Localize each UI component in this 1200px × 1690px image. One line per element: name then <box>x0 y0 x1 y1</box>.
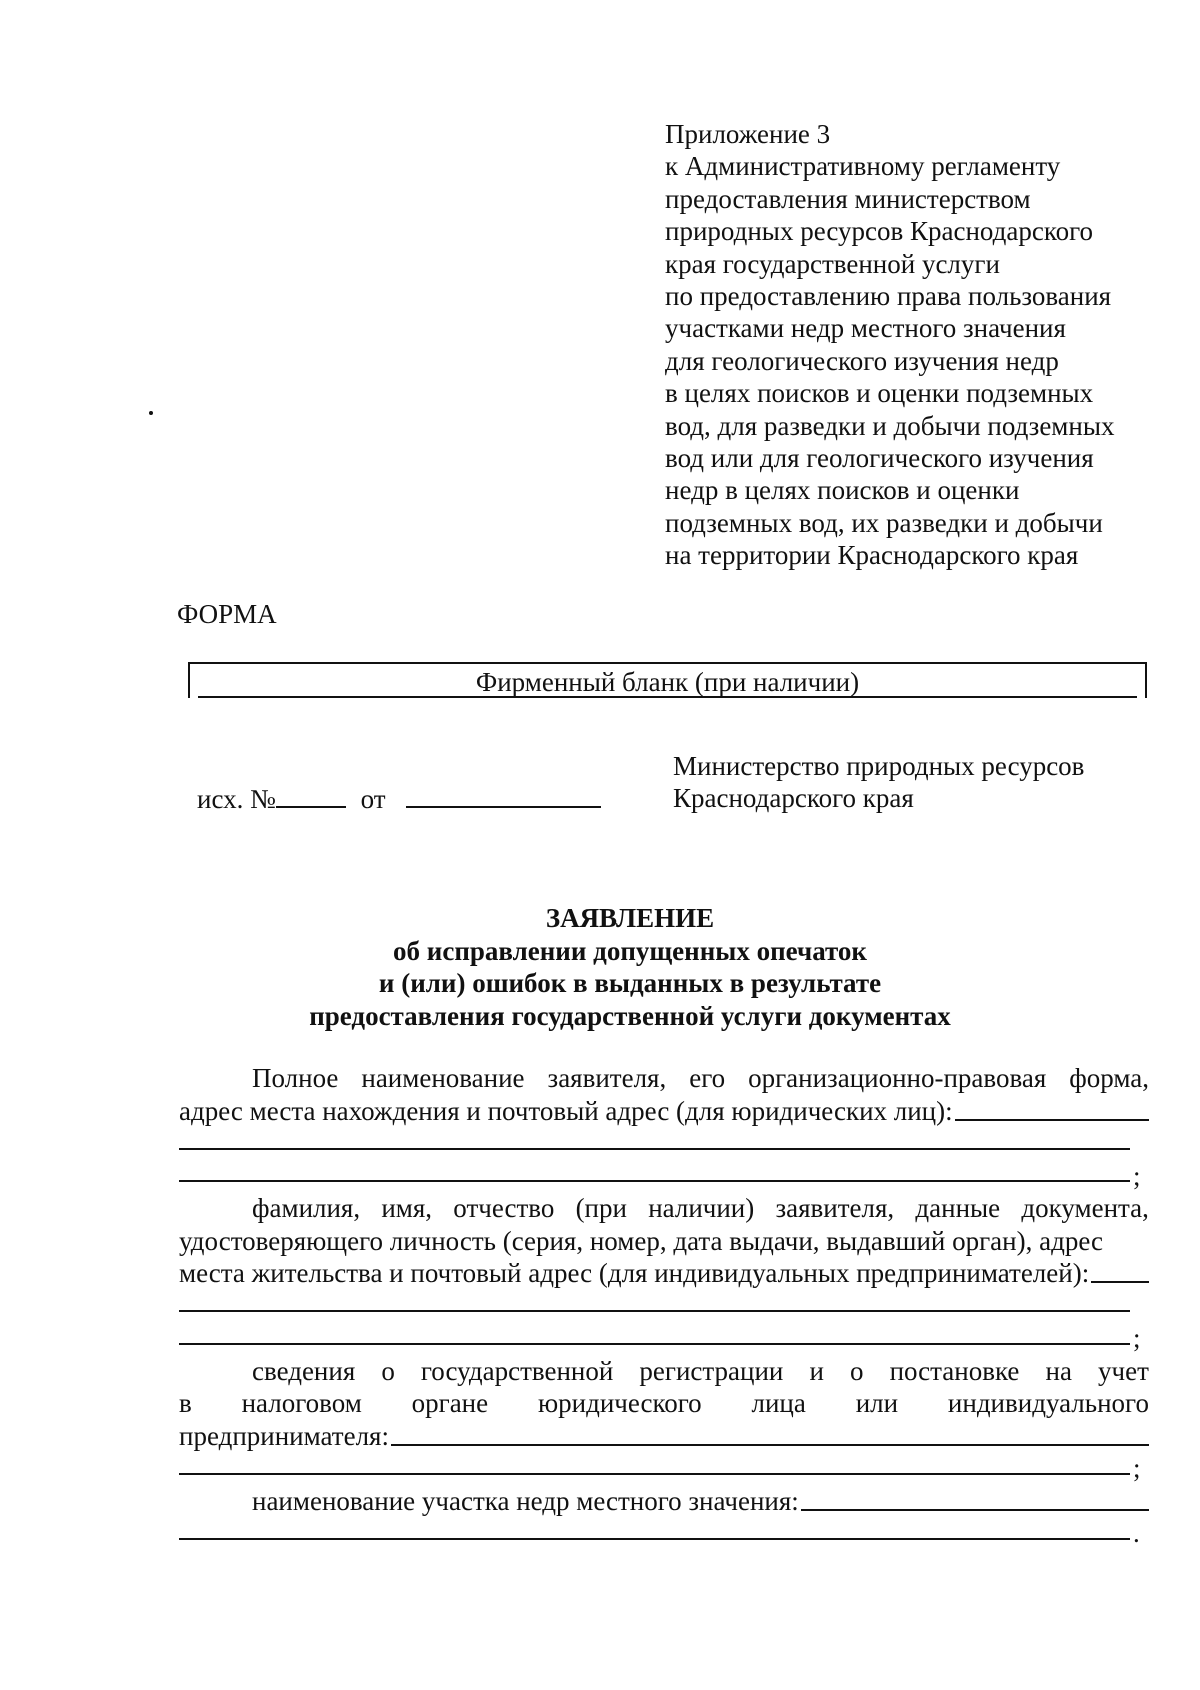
legal-blank-line[interactable] <box>179 1160 1149 1193</box>
word: заявителя, <box>775 1193 895 1223</box>
appendix-line: предоставления министерством <box>665 183 1031 214</box>
legal-address-field[interactable] <box>955 1095 1149 1121</box>
registration-line-1 <box>179 1355 1149 1388</box>
registration-blank-line[interactable] <box>179 1452 1149 1485</box>
registration-line-2 <box>179 1387 1149 1420</box>
period: . <box>1133 1518 1140 1548</box>
outgoing-date-label: от <box>360 784 386 814</box>
subsoil-field[interactable] <box>801 1485 1149 1511</box>
word: организационно-правовая <box>748 1063 1047 1093</box>
appendix-line: природных ресурсов Краснодарского <box>665 216 1093 247</box>
outgoing-reference <box>197 782 601 815</box>
appendix-line: участками недр местного значения <box>665 313 1066 344</box>
addressee-line: Краснодарского края <box>673 783 914 813</box>
word: наименование <box>361 1063 525 1093</box>
word: фамилия, <box>252 1193 361 1223</box>
appendix-line: вод, для разведки и добычи подземных <box>665 410 1115 441</box>
word: юридического <box>537 1388 702 1418</box>
appendix-line: подземных вод, их разведки и добычи <box>665 507 1103 538</box>
legal-blank-line[interactable] <box>179 1127 1149 1160</box>
registration-field[interactable] <box>391 1420 1149 1446</box>
appendix-line: недр в целях поисков и оценки <box>665 475 1020 506</box>
outgoing-number-label: исх. № <box>197 784 276 814</box>
word: заявителя, <box>547 1063 667 1093</box>
word: регистрации <box>639 1355 784 1386</box>
addressee-line: Министерство природных ресурсов <box>673 751 1085 781</box>
word: или <box>855 1388 899 1418</box>
word: сведения <box>252 1355 356 1386</box>
semicolon: ; <box>1133 1160 1141 1191</box>
legal-address-label: адрес места нахождения и почтовый адрес (для юридических лиц): <box>179 1095 953 1126</box>
appendix-line: для геологического изучения недр <box>665 345 1059 376</box>
subsoil-section <box>179 1485 1149 1550</box>
word: форма, <box>1069 1063 1149 1093</box>
form-body <box>179 1062 1149 1550</box>
letterhead-caption: Фирменный бланк (при наличии) <box>475 667 860 697</box>
word: о <box>849 1355 864 1386</box>
individual-address-field[interactable] <box>1091 1257 1149 1283</box>
title-subline: предоставления государственной услуги документах <box>309 1000 951 1031</box>
appendix-line: вод или для геологического изучения <box>665 443 1094 474</box>
word: на <box>1045 1355 1072 1386</box>
individual-line-1 <box>179 1192 1149 1225</box>
semicolon: ; <box>1133 1323 1141 1353</box>
form-label: ФОРМА <box>177 599 277 629</box>
word: документа, <box>1021 1193 1149 1223</box>
word: учет <box>1098 1355 1149 1386</box>
document-title <box>200 902 1060 1032</box>
word: налоговом <box>241 1388 362 1418</box>
word: о <box>381 1355 395 1386</box>
title-subline: об исправлении допущенных опечаток <box>393 935 867 966</box>
outgoing-date-field[interactable] <box>406 782 601 808</box>
individual-text: удостоверяющего личность (серия, номер, дата выдачи, выдавший орган), адрес <box>179 1225 1103 1256</box>
registration-label: предпринимателя: <box>179 1420 389 1451</box>
legal-entity-section <box>179 1062 1149 1192</box>
addressee <box>673 750 1084 814</box>
registration-section <box>179 1355 1149 1485</box>
letterhead-box <box>188 662 1147 698</box>
word: наличии) <box>648 1193 755 1223</box>
word: в <box>179 1388 192 1418</box>
title-main: ЗАЯВЛЕНИЕ <box>545 903 715 933</box>
title-subline: и (или) ошибок в выданных в результате <box>378 968 882 998</box>
word: отчество <box>453 1193 555 1223</box>
word: постановке <box>889 1355 1020 1386</box>
subsoil-blank-line[interactable] <box>179 1517 1149 1550</box>
outgoing-number-field[interactable] <box>276 782 346 808</box>
word: государственной <box>420 1355 614 1386</box>
word: и <box>809 1355 824 1386</box>
appendix-line: края государственной услуги <box>665 248 1000 279</box>
appendix-line: в целях поисков и оценки подземных <box>665 378 1094 409</box>
appendix-line: на территории Краснодарского края <box>665 540 1079 571</box>
word: его <box>689 1063 726 1093</box>
individual-line-3 <box>179 1257 1149 1290</box>
word: органе <box>411 1388 489 1418</box>
word: (при <box>575 1193 627 1223</box>
registration-line-3 <box>179 1420 1149 1453</box>
word: данные <box>915 1193 1001 1223</box>
subsoil-label: наименование участка недр местного значения: <box>252 1485 799 1516</box>
appendix-header <box>665 118 1185 572</box>
individual-blank-line[interactable] <box>179 1290 1149 1323</box>
appendix-line: по предоставлению права пользования <box>665 281 1112 312</box>
word: индивидуального <box>947 1388 1149 1418</box>
appendix-line: к Административному регламенту <box>665 151 1061 182</box>
scan-speck <box>149 411 153 415</box>
semicolon: ; <box>1133 1453 1141 1483</box>
individual-address-label: места жительства и почтовый адрес (для индивидуальных предпринимателей): <box>179 1258 1090 1288</box>
individual-line-2 <box>179 1225 1149 1258</box>
individual-blank-line[interactable] <box>179 1322 1149 1355</box>
word: имя, <box>381 1193 433 1223</box>
word: Полное <box>252 1063 339 1093</box>
appendix-line: Приложение 3 <box>665 119 831 149</box>
individual-section <box>179 1192 1149 1355</box>
legal-line-2 <box>179 1095 1149 1128</box>
subsoil-line-1 <box>179 1485 1149 1518</box>
word: лица <box>751 1388 806 1418</box>
legal-line-1 <box>179 1062 1149 1095</box>
